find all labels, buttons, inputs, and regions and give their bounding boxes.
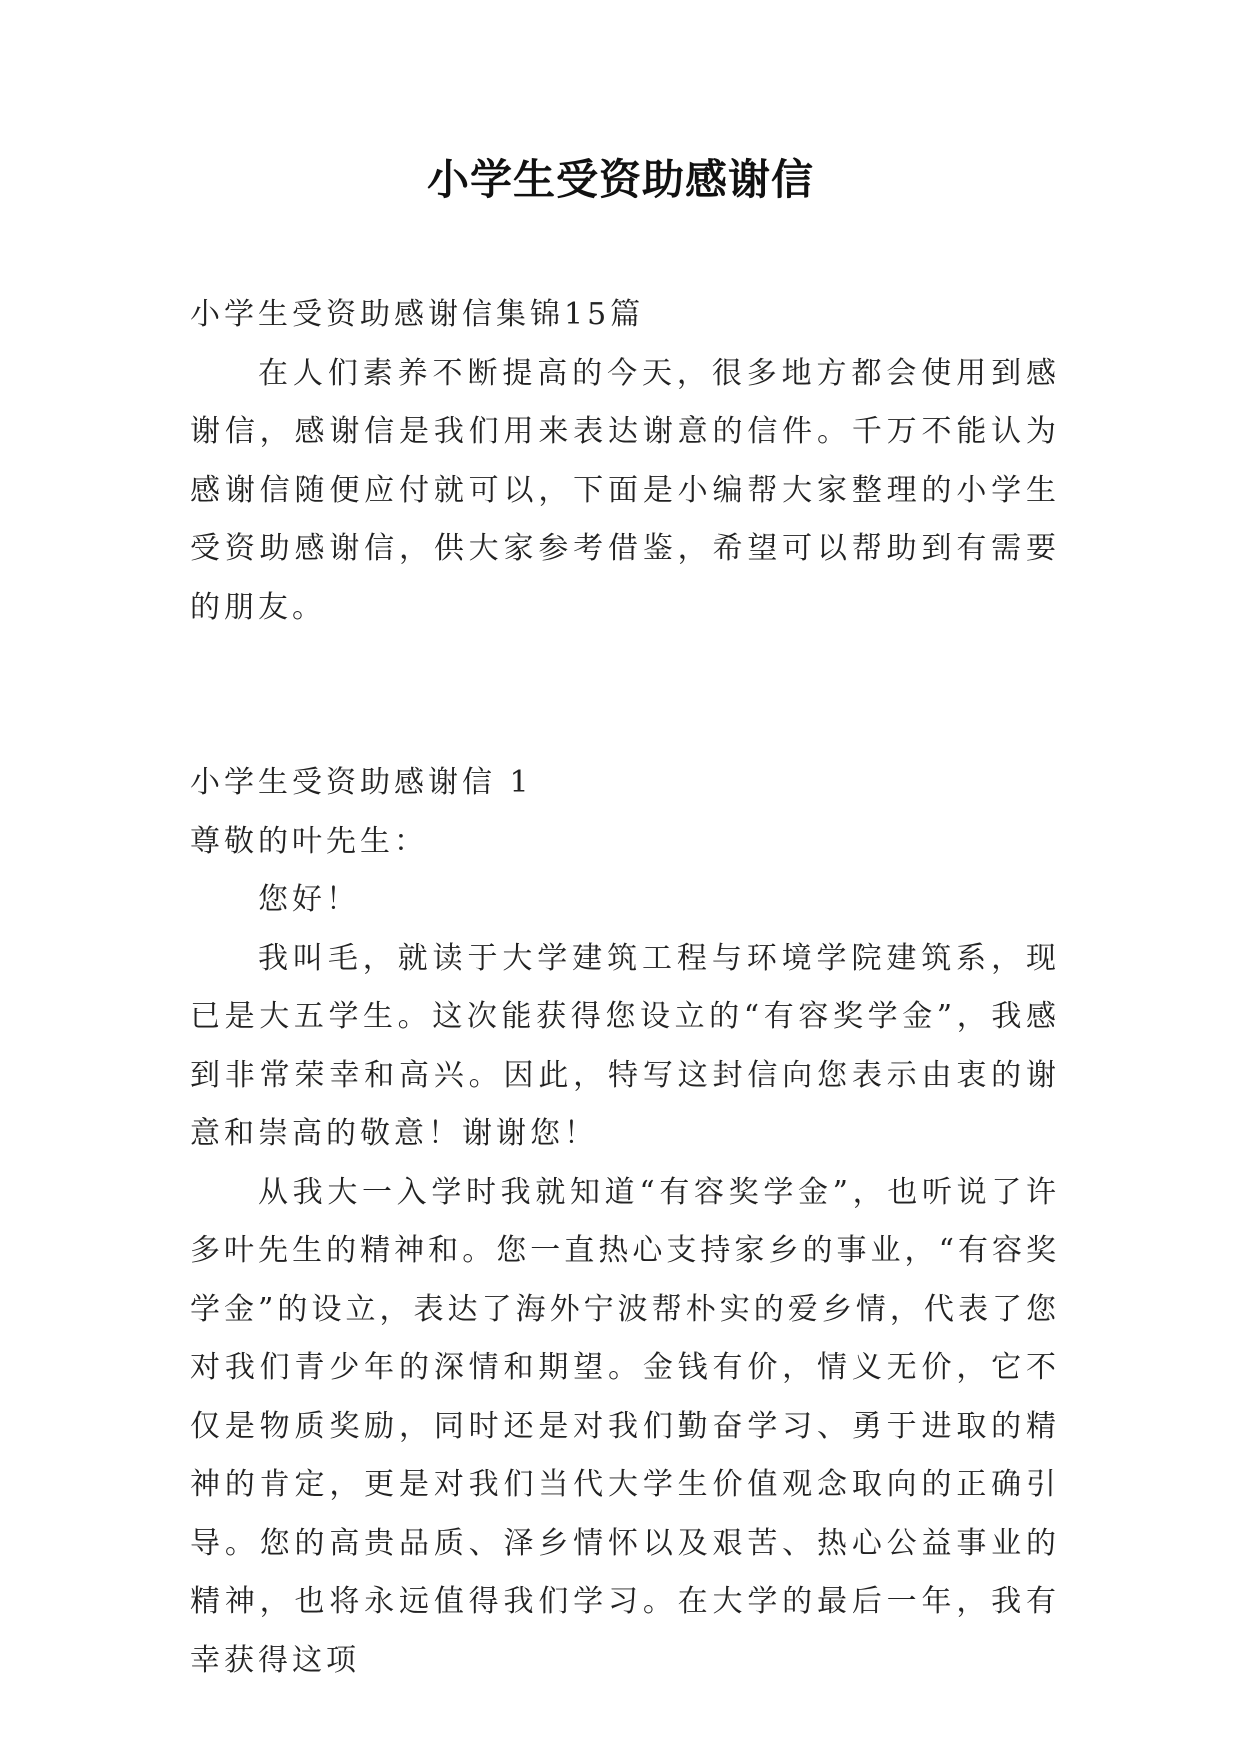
letter-greeting: 您好！ [258,882,360,917]
letter-salutation: 尊敬的叶先生： [190,823,428,859]
section-spacer [190,637,1060,754]
intro-paragraph: 在人们素养不断提高的今天，很多地方都会使用到感谢信，感谢信是我们用来表达谢意的信件。千万不能认为感谢信随便应付就可以，下面是小编帮大家整理的小学生受资助感谢信，供大家参考借鉴，希望可以帮助到有需要的朋友。 [190,355,1060,625]
document-body [190,286,1060,1690]
document-title: 小学生受资助感谢信 [426,155,814,204]
letter-paragraph: 从我大一入学时我就知道“有容奖学金”，也听说了许多叶先生的精神和。您一直热心支持家乡的事业，“有容奖学金”的设立，表达了海外宁波帮朴实的爱乡情，代表了您对我们青少年的深情和期望。金钱有价，情义无价，它不仅是物质奖励，同时还是对我们勤奋学习、勇于进取的精神的肯定，更是对我们当代大学生价值观念取向的正确引导。您的高贵品质、泽乡情怀以及艰苦、热心公益事业的精神，也将永远值得我们学习。在大学的最后一年，我有幸获得这项 [190,1174,1060,1678]
letter-paragraph: 我叫毛，就读于大学建筑工程与环境学院建筑系，现已是大五学生。这次能获得您设立的“有容奖学金”，我感到非常荣幸和高兴。因此，特写这封信向您表示由衷的谢意和崇高的敬意！谢谢您！ [190,940,1060,1151]
letter-heading: 小学生受资助感谢信 1 [190,765,533,800]
document-subtitle: 小学生受资助感谢信集锦15篇 [190,297,645,332]
